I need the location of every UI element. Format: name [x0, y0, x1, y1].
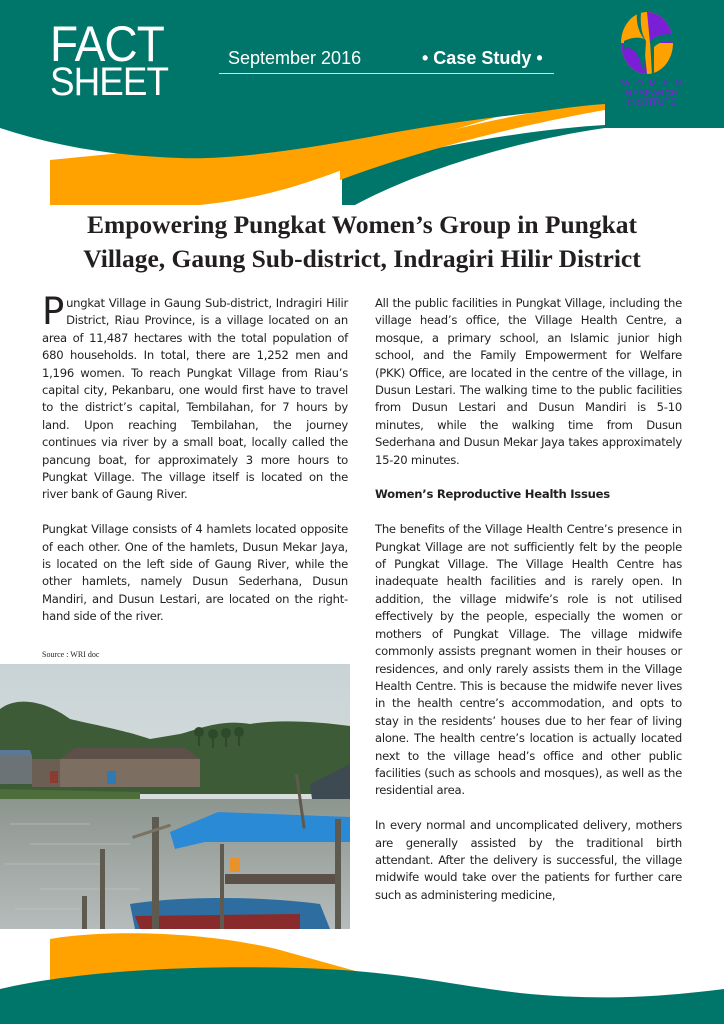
river-village-photo [0, 664, 350, 929]
health-centre-paragraph: The benefits of the Village Health Centre’s presence in Pungkat Village are not sufficiently felt by the people of Pungkat Village. The Village Health Centre has inadequate health facilities and is rarely open. In addition, the village midwife’s role is not utilised effectively by the people, especially the women or mothers of Pungkat Village. The village midwife commonly assists pregnant women in their houses or residences, and only rarely assists them in the Village Health Centre. This is because the midwife never lives in the health centre’s accommodation, and opts to stay in the residents’ houses due to her fear of living alone. The health centre’s location is actually located next to the village head’s office and other public facilities (such as schools and mosques), as well as the residential area. [375, 522, 682, 798]
facilities-paragraph: All the public facilities in Pungkat Village, including the village head’s office, the Village Health Centre, a mosque, a primary school, an Islamic junior high school, and the Family Empowerment for Welfare (PKK) Office, are located in the centre of the village, in Dusun Lestari. The walking time to the public facilities from Dusun Lestari and Dusun Mandiri is 5-10 minutes, while the walking time from Dusun Sederhana and Dusun Mekar Jaya takes approximately 15-20 minutes. [375, 296, 682, 467]
issue-date: September 2016 [228, 48, 362, 68]
footer-teal-wave [0, 967, 724, 1024]
section-heading-reproductive-health: Women’s Reproductive Health Issues [375, 487, 610, 502]
delivery-paragraph: In every normal and uncomplicated delivery, mothers are generally assisted by the traditional birth attendant. After the delivery is successful, the village midwife would take over the patients for further care such as administering medicine, [375, 818, 682, 902]
intro-paragraph [42, 290, 348, 504]
left-column [42, 290, 348, 626]
logo-line-institute: INSTITUTE [627, 97, 677, 108]
drop-cap: P [42, 290, 65, 333]
article-title-line-1: Empowering Pungkat Women’s Group in Pungkat [86, 210, 638, 239]
fact-label: FACT [50, 16, 164, 72]
intro-paragraph-text: ungkat Village in Gaung Sub-district, Indragiri Hilir District, Riau Province, is a village located on an area of 11,487 hectares with the total population of 680 households. In total, there are 1,252 men and 1,196 women. To reach Pungkat Village from Riau’s capital city, Pekanbaru, one would first have to travel to the district’s capital, Tembilahan, for 7 hours by land. Upon reaching Tembilahan, the journey continues via river by a small boat, locally called the pancung boat, for approximately 3 more hours to Pungkat Village. The village itself is located on the river bank of Gaung River. [42, 296, 348, 502]
article-title-line-2: Village, Gaung Sub-district, Indragiri Hilir District [83, 244, 641, 273]
category-label: • Case Study • [422, 48, 543, 68]
hamlets-paragraph: Pungkat Village consists of 4 hamlets located opposite of each other. One of the hamlets, Dusun Mekar Jaya, is located on the left side of Gaung River, while the other hamlets, namely Dusun Sederhana, Dusun Mandiri, and Dusun Lestari, are located on the right-hand side of the river. [42, 522, 348, 624]
fact-sheet-title [50, 16, 178, 104]
article-title [40, 208, 684, 276]
logo-wordmark [612, 79, 692, 108]
footer-banner [0, 925, 724, 1024]
logo-line-research: RESEARCH [625, 87, 679, 99]
stilt-houses [0, 748, 200, 787]
logo-line-women: WOMEN [621, 78, 688, 88]
header-rule [219, 73, 404, 74]
header-rule-right [404, 73, 554, 74]
sheet-label: SHEET [50, 60, 169, 104]
photo-source-caption: Source : WRI doc [42, 650, 100, 659]
right-column [375, 295, 682, 904]
